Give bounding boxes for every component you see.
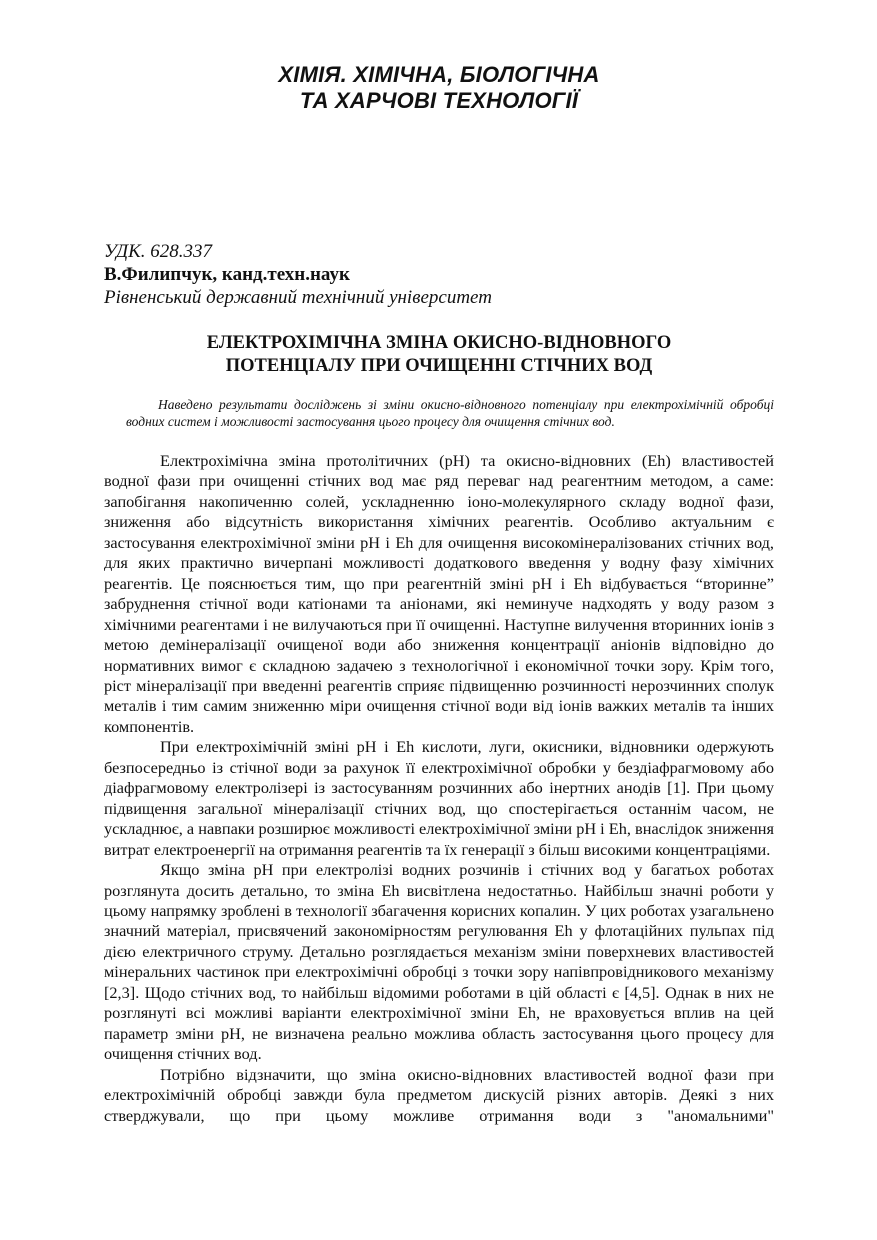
abstract: Наведено результати досліджень зі зміни окисно-відновного потенціалу при електрохімічній обробці водних систем і можливості застосування цього процесу для очищення стічних вод. (126, 397, 774, 429)
body-paragraph-4: Потрібно відзначити, що зміна окисно-відновних властивостей водної фази при електрохімічній обробці завжди була предметом дискусій різних авторів. Деякі з них стверджували, що при цьому можливе отримання води з "аномальними" (104, 1064, 774, 1125)
body-paragraph-2: При електрохімічній зміні pH і Eh кислоти, луги, окисники, відновники одержують безпосередньо із стічної води за рахунок її електрохімічної обробки у бездіафрагмовому або діафрагмовому електролізері із застосуванням розчинних або інертних анодів [1]. При цьому підвищення загальної мінералізації стічних вод, що спостерігається останнім часом, не ускладнює, а навпаки розширює можливості електрохімічної зміни pH і Eh, внаслідок зниження витрат електроенергії на отримання реагентів та їх генерації з більш високими концентраціями. (104, 737, 774, 859)
journal-section-title (104, 62, 774, 114)
section-title-line-1: ХІМІЯ. ХІМІЧНА, БІОЛОГІЧНА (278, 62, 600, 87)
article-title-line-1: ЕЛЕКТРОХІМІЧНА ЗМІНА ОКИСНО-ВІДНОВНОГО (206, 333, 672, 353)
udk-code: УДК. 628.337 (104, 241, 212, 262)
article-body (104, 451, 774, 1126)
body-paragraph-3: Якщо зміна pH при електролізі водних розчинів і стічних вод у багатьох роботах розглянута досить детально, то зміна Eh висвітлена недостатньо. Найбільш значні роботи у цьому напрямку зроблені в технології збагачення корисних копалин. У цих роботах узагальнено значний матеріал, присвячений закономірностям регулювання Eh у флотаційних пульпах під дією електричного струму. Детально розглядається механізм зміни поверхневих властивостей мінеральних частинок при електрохімічні обробці з точки зору напівпровідникового механізму [2,3]. Щодо стічних вод, то найбільш відомими роботами в цій області є [4,5]. Однак в них не розглянуті всі можливі варіанти електрохімічної зміни Eh, не враховується вплив на цей параметр зміни pH, не визначена реально можлива область застосування цього процесу для очищення стічних вод. (104, 860, 774, 1064)
article-title (104, 332, 774, 378)
author-name: В.Филипчук, канд.техн.наук (104, 264, 350, 285)
article-title-line-2: ПОТЕНЦІАЛУ ПРИ ОЧИЩЕННІ СТІЧНИХ ВОД (225, 356, 653, 376)
author-affiliation: Рівненський державний технічний університет (104, 287, 492, 308)
article-meta (104, 240, 774, 309)
section-title-line-2: ТА ХАРЧОВІ ТЕХНОЛОГІЇ (299, 88, 579, 113)
body-paragraph-1: Електрохімічна зміна протолітичних (pH) та окисно-відновних (Eh) властивостей водної фази при очищенні стічних вод має ряд переваг над реагентним методом, а саме: запобігання накопиченню солей, ускладненню іоно-молекулярного складу водної фази, зниження або відсутність використання хімічних реагентів. Особливо актуальним є застосування електрохімічної зміни pH і Eh для очищення високомінералізованих стічних вод, для яких практично вичерпані можливості додаткового введення у водну фазу хімічних реагентів. Це пояснюється тим, що при реагентній зміні pH і Eh відбувається “вторинне” забруднення стічної води катіонами та аніонами, які неминуче надходять у воду разом з хімічними реагентами і не вилучаються при її очищенні. Наступне вилучення вторинних іонів з метою демінералізації очищеної води або зниження концентрації аніонів відповідно до нормативних вимог є складною задачею з технологічної і економічної точки зору. Крім того, ріст мінералізації при введенні реагентів сприяє підвищенню розчинності нерозчинних сполук металів і тим самим зниженню міри очищення стічної води від іонів важких металів та інших компонентів. (104, 451, 774, 736)
